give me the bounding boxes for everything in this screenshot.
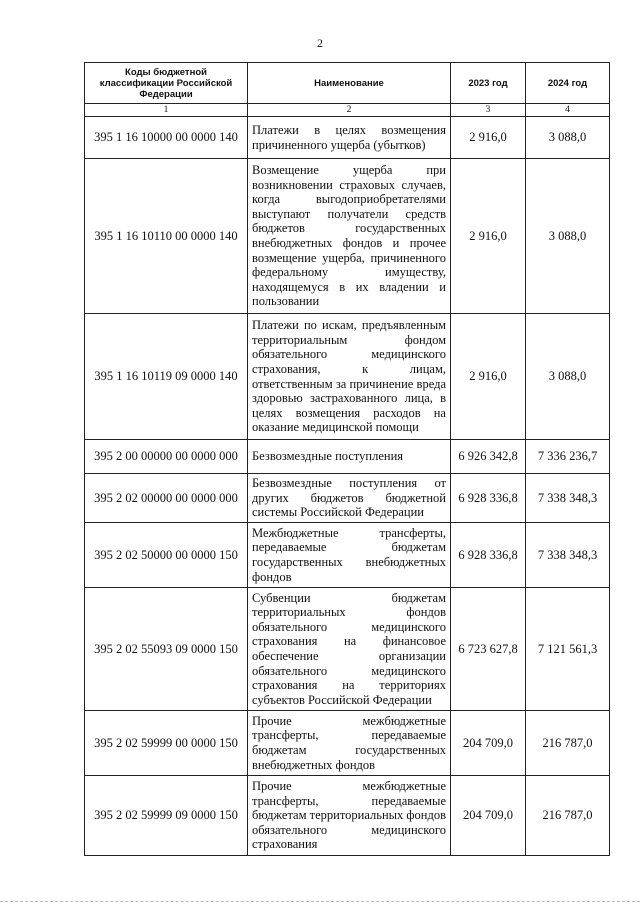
row-code: 395 2 02 55093 09 0000 150 — [85, 588, 248, 711]
row-code: 395 1 16 10110 00 0000 140 — [85, 159, 248, 314]
row-name: Безвозмездные поступления от других бюджетов бюджетной системы Российской Федерации — [248, 474, 451, 523]
table-row — [85, 474, 610, 523]
row-2023-value: 2 916,0 — [451, 117, 526, 159]
column-number: 2 — [248, 104, 451, 117]
row-code: 395 2 02 59999 00 0000 150 — [85, 711, 248, 776]
header-2024: 2024 год — [526, 63, 610, 104]
row-2023-value: 6 928 336,8 — [451, 523, 526, 588]
header-2023: 2023 год — [451, 63, 526, 104]
row-2023-value: 6 926 342,8 — [451, 440, 526, 474]
row-2024-value: 3 088,0 — [526, 159, 610, 314]
table-row — [85, 588, 610, 711]
row-name: Межбюджетные трансферты, передаваемые бюджетам государственных внебюджетных фондов — [248, 523, 451, 588]
header-name: Наименование — [248, 63, 451, 104]
row-2023-value: 204 709,0 — [451, 711, 526, 776]
row-2023-value: 6 723 627,8 — [451, 588, 526, 711]
row-2024-value: 3 088,0 — [526, 314, 610, 440]
row-2024-value: 7 121 561,3 — [526, 588, 610, 711]
page-number: 2 — [317, 36, 323, 50]
row-name: Прочие межбюджетные трансферты, передаваемые бюджетам государственных внебюджетных фондов — [248, 711, 451, 776]
column-number: 4 — [526, 104, 610, 117]
row-2023-value: 204 709,0 — [451, 776, 526, 856]
row-2024-value: 3 088,0 — [526, 117, 610, 159]
column-number: 1 — [85, 104, 248, 117]
table-row — [85, 159, 610, 314]
row-2023-value: 2 916,0 — [451, 314, 526, 440]
budget-table — [84, 62, 610, 856]
row-name: Субвенции бюджетам территориальных фондов обязательного медицинского страхования на финансовое обеспечение организации обязательного медицинского страхования на территориях субъектов Российской Федерации — [248, 588, 451, 711]
row-name: Платежи по искам, предъявленным территориальным фондом обязательного медицинского страхования, к лицам, ответственным за причинение вреда здоровью застрахованного лица, в целях возмещения расходов на оказание медицинской помощи — [248, 314, 451, 440]
row-2024-value: 216 787,0 — [526, 776, 610, 856]
row-code: 395 2 02 00000 00 0000 000 — [85, 474, 248, 523]
row-2023-value: 6 928 336,8 — [451, 474, 526, 523]
page-bottom-edge — [0, 901, 640, 903]
row-name: Безвозмездные поступления — [248, 440, 451, 474]
table-row — [85, 117, 610, 159]
row-2023-value: 2 916,0 — [451, 159, 526, 314]
row-name: Прочие межбюджетные трансферты, передаваемые бюджетам территориальных фондов обязательного медицинского страхования — [248, 776, 451, 856]
row-2024-value: 7 338 348,3 — [526, 523, 610, 588]
column-number: 3 — [451, 104, 526, 117]
table-row — [85, 776, 610, 856]
table-row — [85, 711, 610, 776]
row-2024-value: 7 336 236,7 — [526, 440, 610, 474]
row-code: 395 2 00 00000 00 0000 000 — [85, 440, 248, 474]
row-name: Платежи в целях возмещения причиненного ущерба (убытков) — [248, 117, 451, 159]
row-2024-value: 216 787,0 — [526, 711, 610, 776]
header-code: Коды бюджетной классификации Российской Федерации — [85, 63, 248, 104]
table-header-row — [85, 63, 610, 104]
row-code: 395 2 02 50000 00 0000 150 — [85, 523, 248, 588]
row-code: 395 1 16 10000 00 0000 140 — [85, 117, 248, 159]
row-code: 395 1 16 10119 09 0000 140 — [85, 314, 248, 440]
row-2024-value: 7 338 348,3 — [526, 474, 610, 523]
table-row — [85, 523, 610, 588]
column-numbers-row — [85, 104, 610, 117]
table-row — [85, 314, 610, 440]
table-row — [85, 440, 610, 474]
row-name: Возмещение ущерба при возникновении страховых случаев, когда выгодоприобретателями выступают получатели средств бюджетов государственных внебюджетных фондов и прочее возмещение ущерба, причиненного федеральному имуществу, находящемуся в их владении и пользовании — [248, 159, 451, 314]
row-code: 395 2 02 59999 09 0000 150 — [85, 776, 248, 856]
